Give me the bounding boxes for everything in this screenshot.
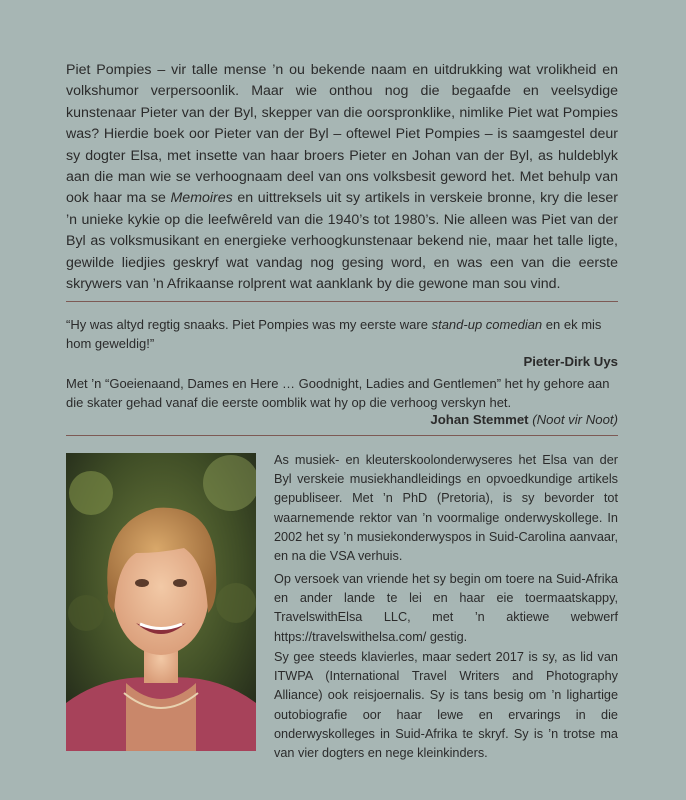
quote-uys-text-1: “Hy was altyd regtig snaaks. Piet Pompies was my eerste ware bbox=[66, 317, 432, 332]
bio-paragraph-1: As musiek- en kleuterskoolonderwyseres het Elsa van der Byl verskeie musiekhandleidings en opvoedkundige artikels gepubliseer. Met ’n PhD (Pretoria), is sy bevorder tot waarnemende rektor van ’n voormalige onderwyskollege. In 2002 het sy ’n musiekonderwyspos in Suid-Carolina aanvaar, en na die VSA verhuis. bbox=[274, 453, 618, 564]
quote-stemmet: Met ’n “Goeienaand, Dames en Here … Goodnight, Ladies and Gentlemen” het hy gehore aan die skater gehad vanaf die eerste oomblik wat hy op die verhoog verskyn het. bbox=[66, 376, 610, 410]
intro-memoires-title: Memoires bbox=[170, 190, 233, 207]
author-uys: Pieter-Dirk Uys bbox=[523, 354, 618, 369]
author-stemmet: Johan Stemmet bbox=[430, 412, 529, 427]
author-portrait-illustration bbox=[66, 453, 256, 751]
divider-top bbox=[66, 301, 618, 302]
bio-paragraph-2: Op versoek van vriende het sy begin om toere na Suid-Afrika en ander lande te lei en haar eie toermaatskappy, TravelswithElsa LLC, met ’n aktiewe webwerf https://travelswithelsa.com/ gestig. bbox=[274, 572, 618, 644]
quote-stemmet-author bbox=[430, 410, 618, 429]
quote-uys-text-2: en ek mis hom geweldig!” bbox=[66, 317, 602, 351]
bio-paragraph-3: Sy gee steeds klavierles, maar sedert 2017 is sy, as lid van ITWPA (International Travel Writers and Photography Alliance) ook reisjoernalis. Sy is tans besig om ’n lighartige outobiografie oor haar lewe en ervarings in die onderwyskolleges in Suid-Afrika te skryf. Sy is ’n trotse ma van vier dogters en nege kleinkinders. bbox=[274, 650, 618, 761]
divider-bottom bbox=[66, 435, 618, 436]
quote-uys-emphasis: stand-up comedian bbox=[431, 317, 543, 332]
author-stemmet-source: (Noot vir Noot) bbox=[532, 412, 618, 427]
intro-paragraph bbox=[66, 60, 618, 295]
quote-uys bbox=[66, 315, 618, 353]
intro-text-1: Piet Pompies – vir talle mense ’n ou bekende naam en uitdrukking wat vrolikheid en volkshumor verpersoonlik. Maar wie onthou nog die begaafde en veelsydige kunstenaar Pieter van der Byl, skepper van die oorspronklike, nimlike Piet wat Pompies was? Hierdie boek oor Pieter van der Byl – oftewel Piet Pompies – is saamgestel deur sy dogter Elsa, met insette van haar broers Pieter en Johan van der Byl, as huldeblyk aan die man wie se verhoognaam deel van ons volksbesit geword het. Met behulp van ook haar ma se bbox=[66, 62, 618, 207]
author-photo bbox=[66, 453, 256, 751]
intro-text-2: en uittreksels uit sy artikels in verskeie bronne, kry die leser ’n unieke kykie op die leefwêreld van die 1940’s tot 1980’s. Nie alleen was Piet van der Byl as volksmusikant en energieke verhoogkunstenaar bekend nie, maar het talle ligte, gewilde liedjies geskryf wat vandag nog gesing word, en was een van die eerste skrywers van ’n Afrikaanse rolprent wat aanklank by die gewone man sou vind. bbox=[66, 190, 619, 293]
quote-uys-author bbox=[523, 352, 618, 371]
